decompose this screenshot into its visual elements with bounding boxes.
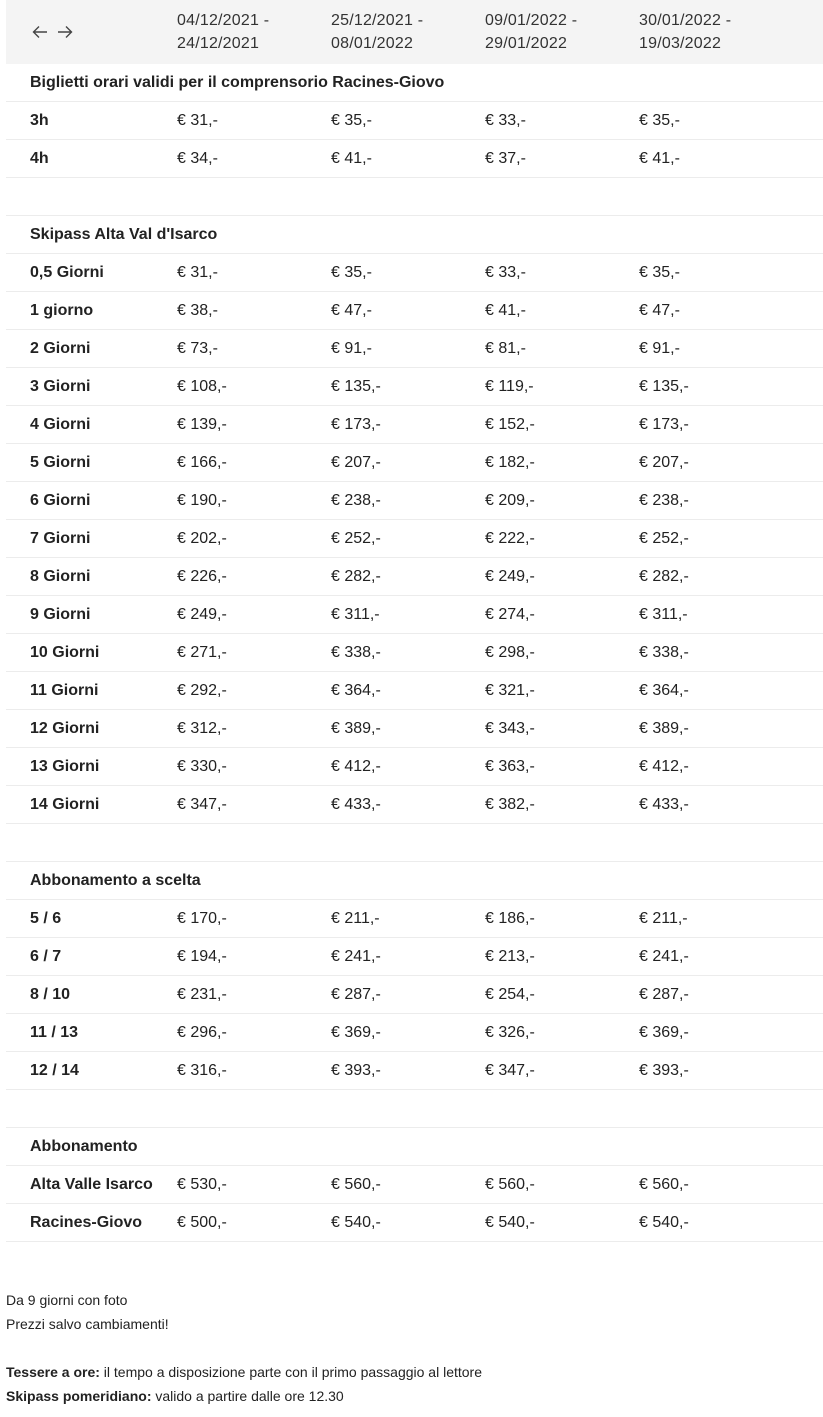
price-cell: € 41,-: [479, 292, 633, 330]
note-line: Prezzi salvo cambiamenti!: [6, 1316, 169, 1332]
row-label: Racines-Giovo: [6, 1204, 171, 1242]
price-cell: € 271,-: [171, 634, 325, 672]
price-cell: € 91,-: [325, 330, 479, 368]
table-row: [6, 444, 823, 482]
price-table: [6, 0, 823, 1242]
row-label: 10 Giorni: [6, 634, 171, 672]
price-cell: € 287,-: [325, 976, 479, 1014]
price-cell: € 81,-: [479, 330, 633, 368]
price-cell: € 393,-: [633, 1052, 823, 1090]
row-label: 9 Giorni: [6, 596, 171, 634]
section-header-row: [6, 64, 823, 102]
price-cell: € 364,-: [325, 672, 479, 710]
row-label: 3 Giorni: [6, 368, 171, 406]
table-row: [6, 330, 823, 368]
section-spacer: [6, 824, 823, 862]
price-cell: € 364,-: [633, 672, 823, 710]
price-cell: € 312,-: [171, 710, 325, 748]
price-cell: € 207,-: [633, 444, 823, 482]
section-title: Abbonamento: [6, 1128, 823, 1166]
period-header: 25/12/2021 - 08/01/2022: [325, 0, 479, 64]
price-cell: € 211,-: [325, 900, 479, 938]
price-cell: € 35,-: [325, 254, 479, 292]
price-cell: € 211,-: [633, 900, 823, 938]
price-cell: € 274,-: [479, 596, 633, 634]
row-label: 8 / 10: [6, 976, 171, 1014]
price-cell: € 254,-: [479, 976, 633, 1014]
row-label: 14 Giorni: [6, 786, 171, 824]
price-cell: € 500,-: [171, 1204, 325, 1242]
row-label: 13 Giorni: [6, 748, 171, 786]
period-header: 04/12/2021 - 24/12/2021: [171, 0, 325, 64]
note-tessere: Tessere a ore: il tempo a disposizione parte con il primo passaggio al lettore: [6, 1364, 483, 1380]
price-cell: € 31,-: [171, 102, 325, 140]
price-cell: € 33,-: [479, 254, 633, 292]
price-cell: € 330,-: [171, 748, 325, 786]
table-row: [6, 1052, 823, 1090]
price-cell: € 540,-: [633, 1204, 823, 1242]
price-cell: € 393,-: [325, 1052, 479, 1090]
price-cell: € 311,-: [325, 596, 479, 634]
table-row: [6, 140, 823, 178]
table-row: [6, 102, 823, 140]
price-cell: € 222,-: [479, 520, 633, 558]
price-cell: € 292,-: [171, 672, 325, 710]
price-cell: € 433,-: [633, 786, 823, 824]
price-cell: € 194,-: [171, 938, 325, 976]
table-row: [6, 482, 823, 520]
row-label: 4h: [6, 140, 171, 178]
price-table-body: [6, 64, 823, 1242]
price-cell: € 252,-: [325, 520, 479, 558]
period-header: 30/01/2022 - 19/03/2022: [633, 0, 823, 64]
section-title: Skipass Alta Val d'Isarco: [6, 216, 823, 254]
price-cell: € 412,-: [633, 748, 823, 786]
table-row: [6, 596, 823, 634]
price-cell: € 238,-: [325, 482, 479, 520]
price-cell: € 47,-: [633, 292, 823, 330]
price-cell: € 287,-: [633, 976, 823, 1014]
table-row: [6, 786, 823, 824]
note-pomeridiano: Skipass pomeridiano: valido a partire dalle ore 12.30: [6, 1388, 344, 1404]
price-cell: € 35,-: [633, 102, 823, 140]
price-cell: € 31,-: [171, 254, 325, 292]
price-cell: € 209,-: [479, 482, 633, 520]
table-row: [6, 1014, 823, 1052]
price-cell: € 338,-: [325, 634, 479, 672]
price-cell: € 135,-: [325, 368, 479, 406]
price-cell: € 166,-: [171, 444, 325, 482]
price-cell: € 238,-: [633, 482, 823, 520]
price-cell: € 338,-: [633, 634, 823, 672]
price-cell: € 311,-: [633, 596, 823, 634]
price-cell: € 252,-: [633, 520, 823, 558]
price-cell: € 231,-: [171, 976, 325, 1014]
price-cell: € 135,-: [633, 368, 823, 406]
price-cell: € 152,-: [479, 406, 633, 444]
price-cell: € 202,-: [171, 520, 325, 558]
price-cell: € 363,-: [479, 748, 633, 786]
price-cell: € 170,-: [171, 900, 325, 938]
section-header-row: [6, 862, 823, 900]
row-label: 6 Giorni: [6, 482, 171, 520]
price-cell: € 182,-: [479, 444, 633, 482]
price-cell: € 213,-: [479, 938, 633, 976]
price-cell: € 34,-: [171, 140, 325, 178]
price-cell: € 249,-: [479, 558, 633, 596]
price-cell: € 530,-: [171, 1166, 325, 1204]
notes: [6, 1288, 482, 1408]
period-header: 09/01/2022 - 29/01/2022: [479, 0, 633, 64]
note-line: Da 9 giorni con foto: [6, 1292, 128, 1308]
section-header-row: [6, 1128, 823, 1166]
row-label: 2 Giorni: [6, 330, 171, 368]
row-label: 11 / 13: [6, 1014, 171, 1052]
table-row: [6, 1166, 823, 1204]
row-label: 12 / 14: [6, 1052, 171, 1090]
table-row: [6, 710, 823, 748]
price-cell: € 316,-: [171, 1052, 325, 1090]
price-cell: € 321,-: [479, 672, 633, 710]
arrow-right-icon[interactable]: [55, 22, 75, 42]
price-cell: € 389,-: [633, 710, 823, 748]
price-cell: € 326,-: [479, 1014, 633, 1052]
section-header-row: [6, 216, 823, 254]
price-cell: € 73,-: [171, 330, 325, 368]
price-cell: € 282,-: [325, 558, 479, 596]
price-cell: € 343,-: [479, 710, 633, 748]
table-row: [6, 976, 823, 1014]
table-row: [6, 292, 823, 330]
row-label: 6 / 7: [6, 938, 171, 976]
price-cell: € 540,-: [325, 1204, 479, 1242]
section-spacer: [6, 1090, 823, 1128]
price-table-scroll-container[interactable]: [6, 0, 732, 1242]
price-cell: € 560,-: [325, 1166, 479, 1204]
table-row: [6, 672, 823, 710]
table-row: [6, 558, 823, 596]
price-cell: € 369,-: [633, 1014, 823, 1052]
header-nav-cell: [6, 0, 171, 64]
price-cell: € 119,-: [479, 368, 633, 406]
row-label: 0,5 Giorni: [6, 254, 171, 292]
row-label: 5 Giorni: [6, 444, 171, 482]
price-cell: € 37,-: [479, 140, 633, 178]
table-row: [6, 748, 823, 786]
row-label: 11 Giorni: [6, 672, 171, 710]
price-cell: € 540,-: [479, 1204, 633, 1242]
price-cell: € 91,-: [633, 330, 823, 368]
table-row: [6, 368, 823, 406]
price-cell: € 41,-: [633, 140, 823, 178]
price-cell: € 249,-: [171, 596, 325, 634]
arrow-left-icon[interactable]: [30, 22, 50, 42]
table-row: [6, 634, 823, 672]
price-cell: € 412,-: [325, 748, 479, 786]
table-row: [6, 406, 823, 444]
price-cell: € 173,-: [633, 406, 823, 444]
price-cell: € 190,-: [171, 482, 325, 520]
price-cell: € 347,-: [479, 1052, 633, 1090]
price-cell: € 382,-: [479, 786, 633, 824]
price-cell: € 226,-: [171, 558, 325, 596]
table-row: [6, 938, 823, 976]
price-cell: € 38,-: [171, 292, 325, 330]
table-row: [6, 900, 823, 938]
row-label: Alta Valle Isarco: [6, 1166, 171, 1204]
price-cell: € 241,-: [325, 938, 479, 976]
price-cell: € 241,-: [633, 938, 823, 976]
price-cell: € 41,-: [325, 140, 479, 178]
row-label: 8 Giorni: [6, 558, 171, 596]
price-cell: € 282,-: [633, 558, 823, 596]
price-cell: € 173,-: [325, 406, 479, 444]
price-cell: € 139,-: [171, 406, 325, 444]
row-label: 1 giorno: [6, 292, 171, 330]
price-cell: € 296,-: [171, 1014, 325, 1052]
price-cell: € 33,-: [479, 102, 633, 140]
price-cell: € 35,-: [633, 254, 823, 292]
price-cell: € 369,-: [325, 1014, 479, 1052]
price-cell: € 433,-: [325, 786, 479, 824]
price-cell: € 298,-: [479, 634, 633, 672]
price-cell: € 35,-: [325, 102, 479, 140]
section-title: Abbonamento a scelta: [6, 862, 823, 900]
price-cell: € 560,-: [633, 1166, 823, 1204]
price-cell: € 389,-: [325, 710, 479, 748]
row-label: 3h: [6, 102, 171, 140]
section-title: Biglietti orari validi per il comprensorio Racines-Giovo: [6, 64, 823, 102]
row-label: 5 / 6: [6, 900, 171, 938]
price-cell: € 186,-: [479, 900, 633, 938]
price-cell: € 47,-: [325, 292, 479, 330]
price-cell: € 560,-: [479, 1166, 633, 1204]
table-row: [6, 254, 823, 292]
row-label: 4 Giorni: [6, 406, 171, 444]
row-label: 7 Giorni: [6, 520, 171, 558]
price-cell: € 207,-: [325, 444, 479, 482]
price-cell: € 108,-: [171, 368, 325, 406]
price-cell: € 347,-: [171, 786, 325, 824]
table-header-row: [6, 0, 823, 64]
table-row: [6, 1204, 823, 1242]
section-spacer: [6, 178, 823, 216]
row-label: 12 Giorni: [6, 710, 171, 748]
table-row: [6, 520, 823, 558]
